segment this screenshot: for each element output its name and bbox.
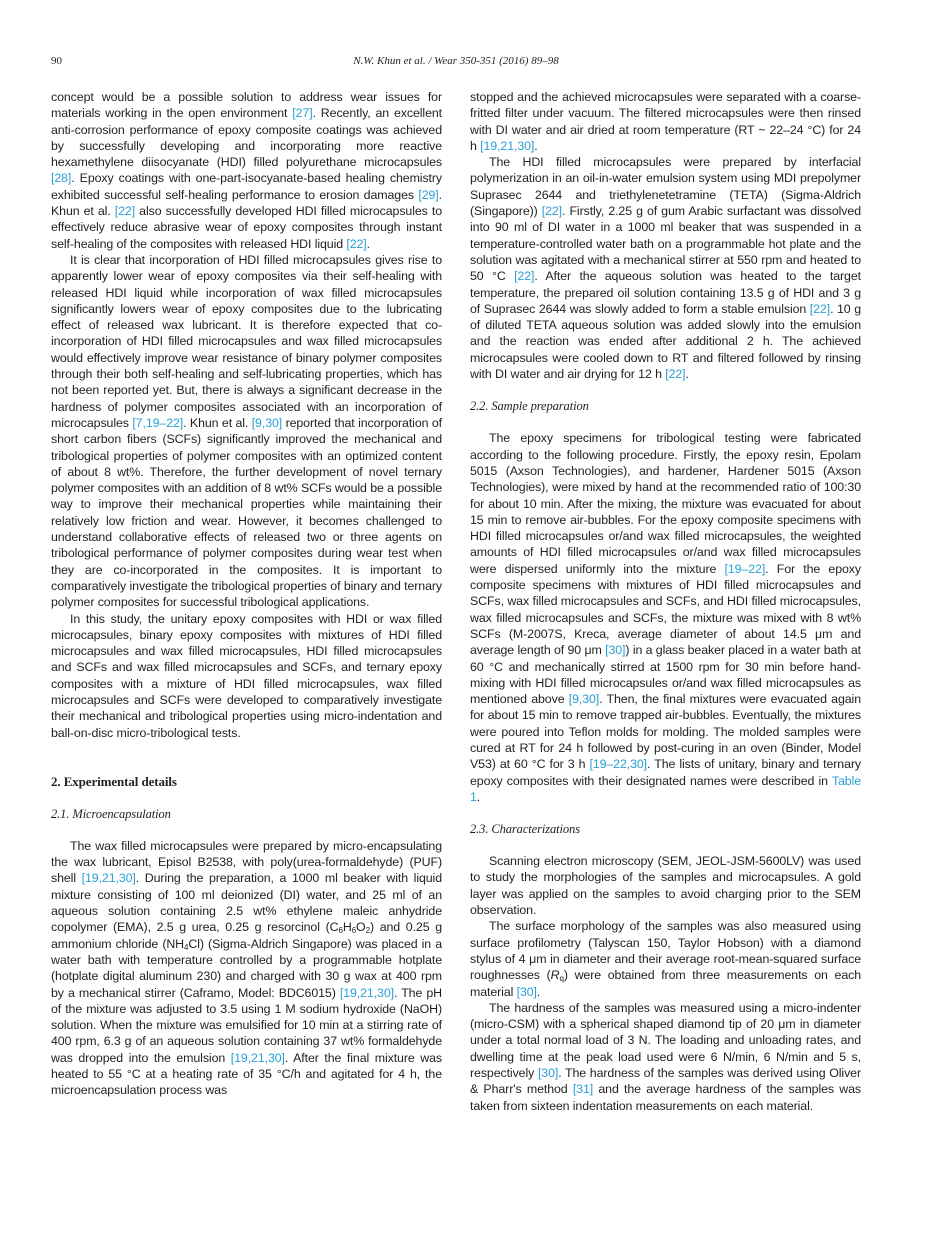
citation-link[interactable]: [22] bbox=[541, 204, 563, 219]
citation-link[interactable]: [22] bbox=[514, 269, 535, 284]
paragraph: Scanning electron microscopy (SEM, JEOL-JSM-5600LV) was used to study the morphologies of the samples and microcapsules. A gold layer was applied on the samples to avoid charging prior to the SEM observation. bbox=[470, 854, 861, 918]
paragraph: In this study, the unitary epoxy composites with HDI or wax filled microcapsules, binary epoxy composites with mixtures of HDI filled microcapsules and wax filled microcapsules, HDI filled microcapsules and SCFs and wax filled microcapsules and SCFs, and ternary epoxy composites with a mixture of HDI filled microcapsules, wax filled microcapsules and SCFs were developed to comparatively investigate their mechanical and tribological properties using micro-indentation and ball-on-disc micro-tribological tests. bbox=[51, 611, 442, 740]
left-column bbox=[51, 89, 442, 1099]
citation-link[interactable]: [30] bbox=[605, 643, 626, 658]
citation-link[interactable]: [7,19–22] bbox=[132, 415, 184, 430]
citation-link[interactable]: [19,21,30] bbox=[230, 1050, 285, 1065]
paragraph: It is clear that incorporation of HDI filled microcapsules gives rise to apparently lower wear of epoxy composites via their self-healing with released HDI liquid while incorporation of wax filled microcapsules significantly lowers wear of epoxy composites due to the lubricating effect of released wax lubricant. It is therefore expected that co-incorporation of HDI filled microcapsules and wax filled microcapsules would effectively improve wear resistance of binary polymer composites through their both self-healing and self-lubricating properties, which has not been reported yet. But, there is always a significant decrease in the hardness of polymer composites associated with an incorporation of microcapsules [7,19–22]. Khun et al. [9,30] reported that incorporation of short carbon fibers (SCFs) significantly improved the mechanical and tribological properties of polymer composites with an optimized content of about 8 wt%. Therefore, the further development of novel ternary polymer composites with an addition of 8 wt% SCFs would be a possible way to improve their mechanical properties while maintaining their relatively low friction and wear. However, it becomes challenged to understand collaborative effects of released two or three agents on tribological performance of polymer composites during wear test when they are co-incorporated in the composites. It is important to comparatively investigate the tribological properties of binary and ternary polymer composites for successful tribological applications. bbox=[51, 252, 442, 610]
subscript: 2 bbox=[365, 926, 370, 936]
citation-link[interactable]: [19–22,30] bbox=[589, 757, 648, 772]
subscript: 6 bbox=[338, 926, 343, 936]
paragraph: stopped and the achieved microcapsules were separated with a coarse-fritted filter under vacuum. The filtered microcapsules were then rinsed with DI water and air dried at room temperature (RT ~ 22–24 °C) for 24 h [19,21,30]. bbox=[470, 90, 861, 153]
subsection-heading: 2.2. Sample preparation bbox=[470, 399, 589, 414]
page-number: 90 bbox=[51, 55, 62, 67]
paragraph: The hardness of the samples was measured using a micro-indenter (micro-CSM) with a spherical shaped diamond tip of 20 μm in diameter under a total normal load of 3 N. The loading and unloading rates, and dwelling time at the peak load used were 6 N/min, 6 N/min and 5 s, respectively [30]. The hardness of the samples was derived using Oliver & Pharr's method [31] and the average hardness of the samples was taken from sixteen indentation measurements on each material. bbox=[470, 1000, 861, 1113]
citation-link[interactable]: [30] bbox=[537, 1066, 559, 1081]
paragraph: concept would be a possible solution to address wear issues for materials working in the open environment [27]. Recently, an excellent anti-corrosion performance of epoxy composite coatings was achieved by successfully developing and incorporating more reactive hexamethylene diisocyanate (HDI) filled polyurethane microcapsules [28]. Epoxy coatings with one-part-isocyanate-based healing chemistry exhibited successful self-healing performance to erosion damages [29]. Khun et al. [22] also successfully developed HDI filled microcapsules to effectively reduce abrasive wear of epoxy composites through instant self-healing of the composites with released HDI liquid [22]. bbox=[51, 90, 442, 251]
citation-link[interactable]: [22] bbox=[346, 236, 367, 251]
section-heading: 2. Experimental details bbox=[51, 773, 177, 789]
subscript: q bbox=[559, 974, 564, 984]
paragraph: The wax filled microcapsules were prepared by micro-encapsulating the wax lubricant, Episol B2538, with poly(urea-formaldehyde) (PUF) shell [19,21,30]. During the preparation, a 1000 ml beaker with liquid mixture consisting of 100 ml deionized (DI) water, and 25 ml of an aqueous solution containing 2.5 wt% ethylene maleic anhydride copolymer (EMA), 2.5 g urea, 0.25 g resorcinol $(C_6H_6O_2)$ and 0.25 g ammonium chloride $(NH_4Cl)$ (Sigma-Aldrich Singapore) was placed in a water bath with temperature controlled by a programmable hotplate (hotplate digital aluminum 230) and charged with 30 g wax at 400 rpm by a mechanical stirrer (Caframo, Model: BDC6015) [19,21,30]. The pH of the mixture was adjusted to 3.5 using 1 M sodium hydroxide (NaOH) solution. When the mixture was emulsified for 10 min at a stirring rate of 400 rpm, 6.3 g of an aqueous solution containing 37 wt% formaldehyde was dropped into the emulsion [19,21,30]. After the final mixture was heated to 55 °C at a heating rate of 35 °C/h and agitated for 4 h, the microencapsulation process was bbox=[51, 838, 442, 1098]
citation-link[interactable]: [19,21,30] bbox=[480, 138, 535, 153]
right-column bbox=[470, 89, 861, 1114]
citation-link[interactable]: [29] bbox=[418, 187, 439, 202]
citation-link[interactable]: [9,30] bbox=[251, 415, 283, 430]
citation-link[interactable]: [30] bbox=[516, 984, 537, 999]
citation-link[interactable]: [9,30] bbox=[568, 692, 600, 707]
citation-link[interactable]: [22] bbox=[665, 367, 686, 382]
subscript: 6 bbox=[351, 926, 357, 936]
citation-link[interactable]: [31] bbox=[572, 1082, 594, 1097]
paragraph: The epoxy specimens for tribological testing were fabricated according to the following procedure. Firstly, the epoxy resin, Epolam 5015 (Axson Technologies), and hardener, Hardener 5015 (Axson Technologies), were mixed by hand at the recommended ratio of 100:30 for about 10 min. After the mixing, the mixture was evacuated for about 15 min to remove air-bubbles. For the epoxy composite specimens with HDI filled microcapsules or/and wax filled microcapsules, the weighted amounts of HDI filled microcapsules or/and wax filled microcapsules were dispersed uniformly into the mixture [19–22]. For the epoxy composite specimens with mixtures of HDI filled microcapsules and SCFs, wax filled microcapsules and SCFs, and HDI filled microcapsules, wax filled microcapsules and SCFs, the mixture was mixed with 8 wt% SCFs (M-2007S, Kreca, average diameter of about 14.5 μm and average length of 90 μm [30]) in a glass beaker placed in a water bath at 60 °C and mechanically stirred at 1500 rpm for 30 min before hand-mixing with HDI filled microcapsules or/and wax filled microcapsules as mentioned above [9,30]. Then, the final mixtures were evacuated again for about 15 min to remove trapped air-bubbles. Eventually, the mixtures were poured into Teflon molds for molding. The molded samples were cured at RT for 24 h followed by post-curing in an oven (Binder, Model V53) at 60 °C for 3 h [19–22,30]. The lists of unitary, binary and ternary epoxy composites with their designated names were described in Table 1. bbox=[470, 431, 861, 804]
citation-link[interactable]: [28] bbox=[51, 171, 72, 186]
symbol: R bbox=[550, 968, 560, 983]
citation-link[interactable]: [19,21,30] bbox=[339, 985, 394, 1000]
subsection-heading: 2.1. Microencapsulation bbox=[51, 806, 171, 821]
citation-link[interactable]: [27] bbox=[292, 106, 313, 121]
citation-link[interactable]: [22] bbox=[114, 204, 136, 219]
running-title: N.W. Khun et al. / Wear 350-351 (2016) 89–98 bbox=[353, 55, 559, 67]
subscript: 4 bbox=[184, 942, 189, 952]
citation-link[interactable]: [19,21,30] bbox=[81, 871, 136, 886]
paragraph: The surface morphology of the samples was also measured using surface profilometry (Talyscan 150, Taylor Hobson) with a diamond stylus of 4 μm in diameter and their average root-mean-squared surface roughnesses $(R_q)$ were obtained from three measurements on each material [30]. bbox=[470, 919, 862, 999]
subsection-heading: 2.3. Characterizations bbox=[470, 822, 580, 837]
table-link[interactable]: Table 1 bbox=[470, 773, 861, 804]
citation-link[interactable]: [22] bbox=[809, 301, 831, 316]
page-header bbox=[51, 55, 861, 71]
citation-link[interactable]: [19–22] bbox=[724, 561, 766, 576]
paragraph: The HDI filled microcapsules were prepared by interfacial polymerization in an oil-in-water emulsion system using MDI prepolymer Suprasec 2644 and triethylenetetramine (TETA) (Sigma-Aldrich (Singapore)) [22]. Firstly, 2.25 g of gum Arabic surfactant was dissolved into 90 ml of DI water in a 1000 ml beaker that was suspended in a temperature-controlled water bath on a programmable hot plate and the solution was agitated with a mechanical stirrer at 550 rpm and heated to 50 °C [22]. After the aqueous solution was heated to the target temperature, the prepared oil solution containing 13.5 g of HDI and 3 g of Suprasec 2644 was slowly added to form a stable emulsion [22]. 10 g of diluted TETA aqueous solution was added slowly into the emulsion and the reaction was ended after additional 2 h. The achieved microcapsules were cooled down to RT and filtered followed by rinsing with DI water and air drying for 12 h [22]. bbox=[470, 155, 861, 382]
